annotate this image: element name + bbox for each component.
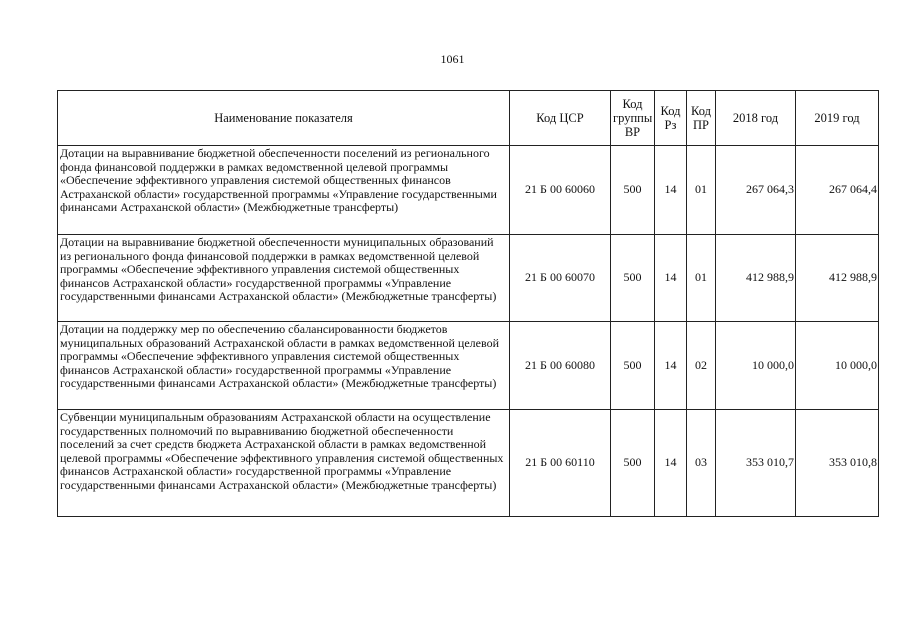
row-vr: 500 [611,410,655,517]
row-vr: 500 [611,322,655,410]
row-rz: 14 [655,410,687,517]
header-vr: Код группы ВР [611,91,655,146]
row-pr: 01 [687,235,716,322]
row-csr: 21 Б 00 60070 [510,235,611,322]
row-csr: 21 Б 00 60080 [510,322,611,410]
budget-table [57,90,879,517]
header-csr: Код ЦСР [510,91,611,146]
row-rz: 14 [655,146,687,235]
row-vr: 500 [611,146,655,235]
row-2018: 353 010,7 [716,410,796,517]
table-row [58,235,879,322]
row-pr: 01 [687,146,716,235]
row-csr: 21 Б 00 60060 [510,146,611,235]
table-header-row [58,91,879,146]
row-2019: 353 010,8 [796,410,879,517]
page-number: 1061 [440,52,465,66]
row-2019: 267 064,4 [796,146,879,235]
row-name: Дотации на выравнивание бюджетной обеспеченности муниципальных образований из регионального фонда финансовой поддержки в рамках ведомственной целевой программы «Обеспечение эффективного управления системой общественных финансов Астраханской области» государственной программы «Управление государственными финансами Астраханской области» (Межбюджетные трансферты) [58,235,510,322]
row-name: Субвенции муниципальным образованиям Астраханской области на осуществление государственных полномочий по выравниванию бюджетной обеспеченности поселений за счет средств бюджета Астраханской области в рамках ведомственной целевой программы «Обеспечение эффективного управления системой общественных финансов Астраханской области» государственной программы «Управление государственными финансами Астраханской области» (Межбюджетные трансферты) [58,410,510,517]
row-2018: 10 000,0 [716,322,796,410]
table-row [58,410,879,517]
row-2018: 267 064,3 [716,146,796,235]
row-vr: 500 [611,235,655,322]
row-2019: 10 000,0 [796,322,879,410]
row-csr: 21 Б 00 60110 [510,410,611,517]
row-name: Дотации на поддержку мер по обеспечению сбалансированности бюджетов муниципальных образований Астраханской области в рамках ведомственной целевой программы «Обеспечение эффективного управления системой общественных финансов Астраханской области» государственной программы «Управление государственными финансами Астраханской области» (Межбюджетные трансферты) [58,322,510,410]
row-pr: 03 [687,410,716,517]
header-rz: Код Рз [655,91,687,146]
row-rz: 14 [655,235,687,322]
row-2018: 412 988,9 [716,235,796,322]
table-row [58,146,879,235]
row-rz: 14 [655,322,687,410]
header-pr: Код ПР [687,91,716,146]
row-name: Дотации на выравнивание бюджетной обеспеченности поселений из регионального фонда финансовой поддержки в рамках ведомственной целевой программы «Обеспечение эффективного управления системой общественных финансов Астраханской области» государственной программы «Управление государственными финансами Астраханской области» (Межбюджетные трансферты) [58,146,510,235]
row-pr: 02 [687,322,716,410]
header-2018: 2018 год [716,91,796,146]
table-row [58,322,879,410]
header-2019: 2019 год [796,91,879,146]
row-2019: 412 988,9 [796,235,879,322]
header-name: Наименование показателя [58,91,510,146]
